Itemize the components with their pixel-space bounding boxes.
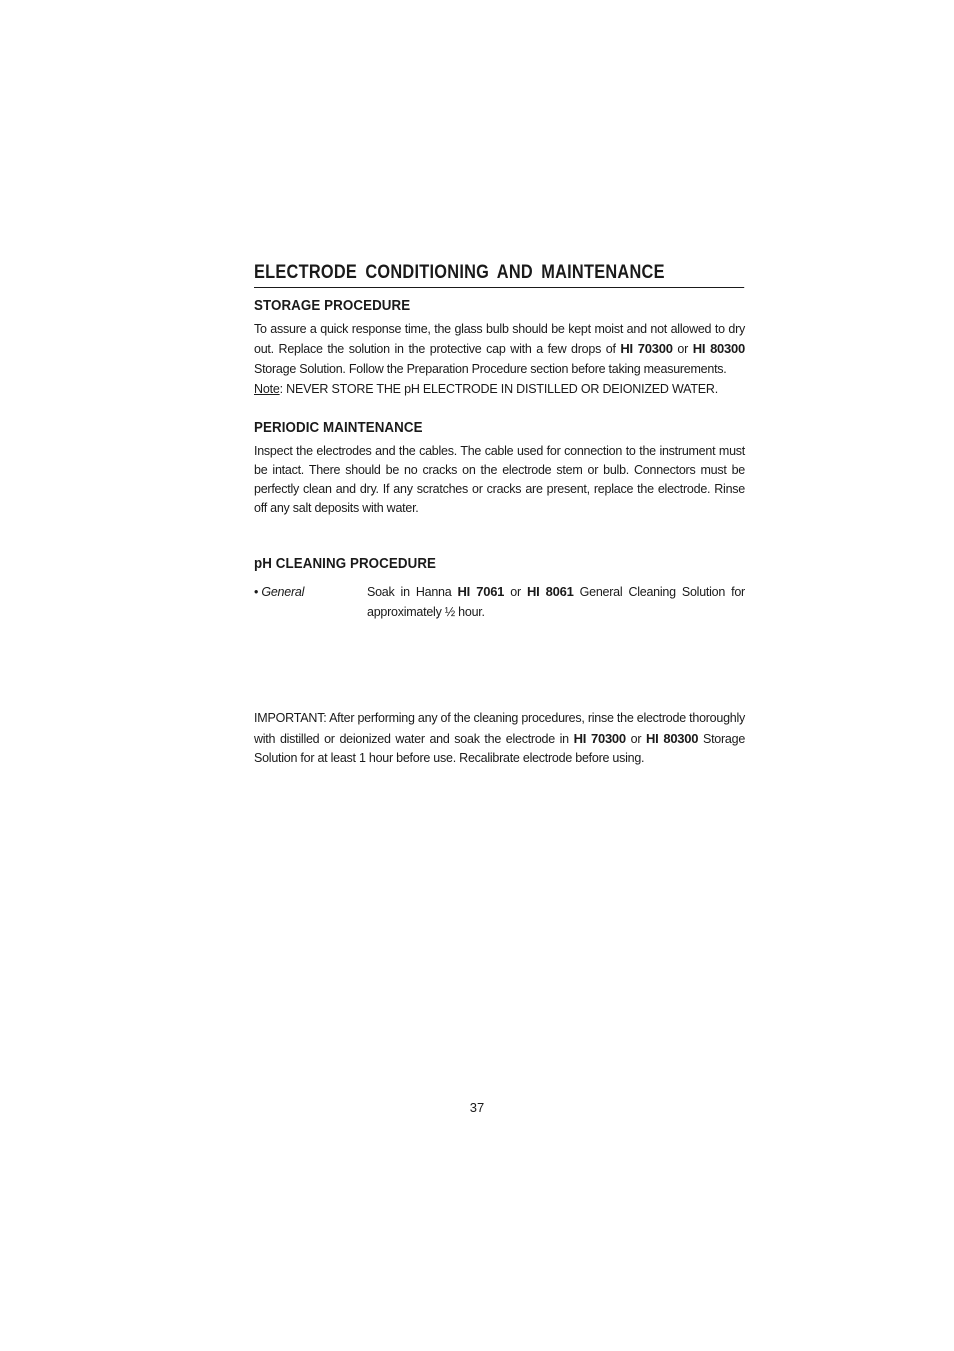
product-code: HI 70300 [620, 341, 673, 356]
cleaning-item-description: Soak in Hanna HI 7061 or HI 8061 General Cleaning Solution for approximately ½ hour. [367, 584, 745, 619]
product-code: HI 70300 [573, 730, 626, 746]
storage-note: Note: NEVER STORE THE pH ELECTRODE IN DISTILLED OR DEIONIZED WATER. [254, 382, 719, 396]
note-text: NEVER STORE THE pH ELECTRODE IN DISTILLED OR DEIONIZED WATER. [286, 382, 719, 396]
product-code: HI 7061 [457, 584, 505, 599]
cleaning-item [254, 582, 745, 622]
periodic-heading: PERIODIC MAINTENANCE [254, 420, 423, 436]
cleaning-item-label: • General [254, 585, 305, 599]
product-code: HI 8061 [526, 584, 574, 599]
note-label: Note [254, 382, 280, 396]
important-paragraph: IMPORTANT: After performing any of the cleaning procedures, rinse the electrode thoroughly with distilled or deionized water and soak the electrode in HI 70300 or HI 80300 Storage Solution for at least 1 hour before use. Recalibrate electrode before using. [254, 711, 746, 765]
page-content [254, 262, 745, 769]
product-code: HI 80300 [645, 730, 699, 746]
storage-heading: STORAGE PROCEDURE [254, 298, 411, 314]
page-number: 37 [469, 1100, 485, 1115]
periodic-paragraph: Inspect the electrodes and the cables. The cable used for connection to the instrument must be intact. There should be no cracks on the electrode stem or bulb. Connectors must be perfectly clean and dry. If any scratches or cracks are present, replace the electrode. Rinse off any salt deposits with water. [254, 444, 745, 515]
storage-paragraph: To assure a quick response time, the glass bulb should be kept moist and not allowed to dry out. Replace the solution in the protective cap with a few drops of HI 70300 or HI 80300 Storage Solution. Follow the Preparation Procedure section before taking measurements. [254, 322, 745, 376]
page-title: ELECTRODE CONDITIONING AND MAINTENANCE [254, 262, 744, 288]
cleaning-heading: pH CLEANING PROCEDURE [254, 556, 437, 572]
important-label: IMPORTANT: [254, 711, 327, 725]
product-code: HI 80300 [692, 341, 745, 356]
